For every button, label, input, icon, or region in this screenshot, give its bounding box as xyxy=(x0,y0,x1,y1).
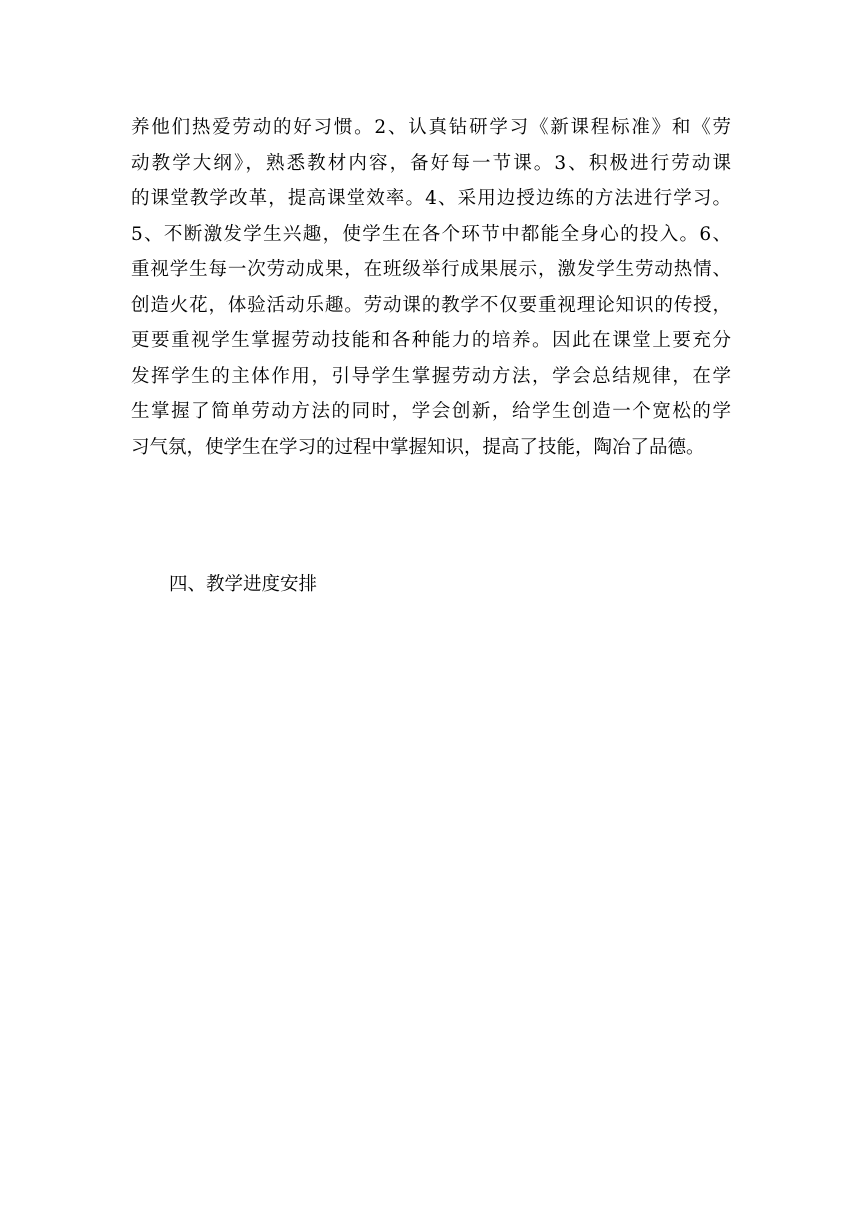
paragraph-line: 5、不断激发学生兴趣，使学生在各个环节中都能全身心的投入。6、 xyxy=(131,223,731,245)
paragraph-line: 发挥学生的主体作用，引导学生掌握劳动方法，学会总结规律，在学 xyxy=(131,365,731,387)
paragraph-line: 创造火花，体验活动乐趣。劳动课的教学不仅要重视理论知识的传授， xyxy=(131,294,731,316)
paragraph-line: 重视学生每一次劳动成果，在班级举行成果展示，激发学生劳动热情、 xyxy=(131,259,731,280)
paragraph-line: 的课堂教学改革，提高课堂效率。4、采用边授边练的方法进行学习。 xyxy=(131,188,731,209)
paragraph-line: 更要重视学生掌握劳动技能和各种能力的培养。因此在课堂上要充分 xyxy=(131,330,731,351)
section-heading: 四、教学进度安排 xyxy=(169,574,318,595)
body-paragraph xyxy=(131,110,731,465)
paragraph-line: 动教学大纲》，熟悉教材内容，备好每一节课。3、积极进行劳动课 xyxy=(131,152,731,174)
paragraph-line: 养他们热爱劳动的好习惯。2、认真钻研学习《新课程标准》和《劳 xyxy=(131,117,731,138)
paragraph-line: 生掌握了简单劳动方法的同时，学会创新，给学生创造一个宽松的学 xyxy=(131,401,731,422)
paragraph-line: 习气氛，使学生在学习的过程中掌握知识，提高了技能，陶冶了品德。 xyxy=(131,436,705,458)
